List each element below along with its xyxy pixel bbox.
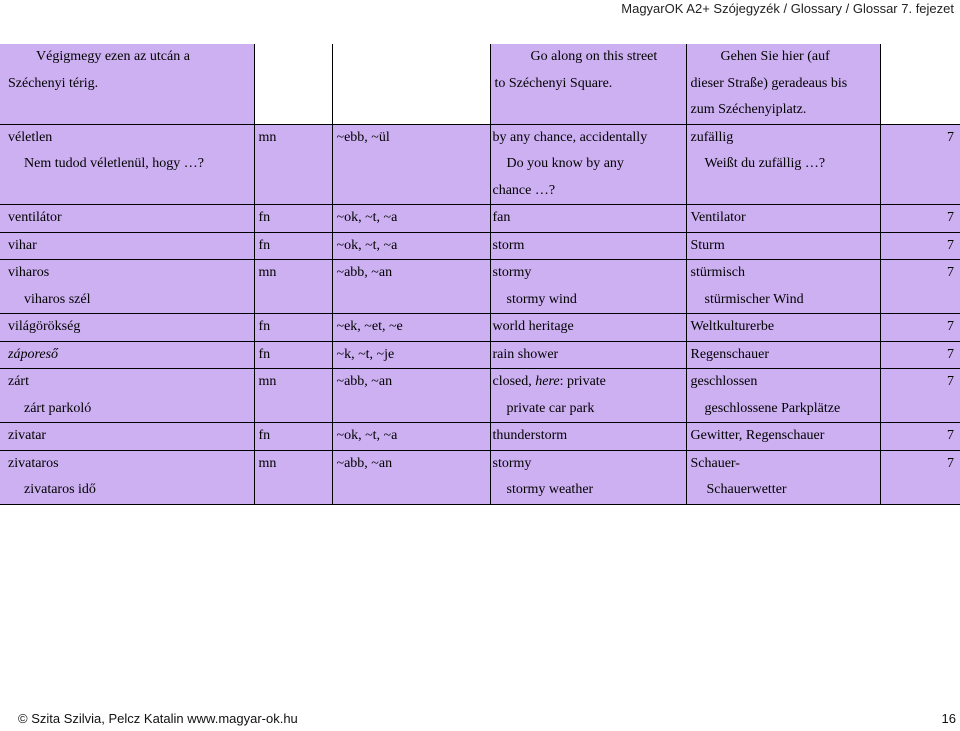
- endings-cell: ~ebb, ~ül: [332, 124, 490, 205]
- chapter-cell: 7: [880, 314, 960, 342]
- glossary-table: [0, 44, 960, 505]
- page-header: MagyarOK A2+ Szójegyzék / Glossary / Glossar 7. fejezet: [621, 1, 954, 16]
- hungarian-cell: vihar: [0, 232, 254, 260]
- pos-cell: fn: [254, 314, 332, 342]
- pos-cell: fn: [254, 205, 332, 233]
- table-row: [0, 232, 960, 260]
- endings-cell: ~ok, ~t, ~a: [332, 423, 490, 451]
- chapter-cell: 7: [880, 124, 960, 205]
- hungarian-cell: záporeső: [0, 341, 254, 369]
- pos-cell: mn: [254, 124, 332, 205]
- endings-cell: ~ek, ~et, ~e: [332, 314, 490, 342]
- hungarian-cell: Végigmegy ezen az utcán a Széchenyi térig.: [0, 44, 254, 124]
- page-number: 16: [941, 711, 956, 726]
- english-cell: by any chance, accidentally Do you know by any chance …?: [490, 124, 686, 205]
- pos-cell: fn: [254, 423, 332, 451]
- english-cell: stormy stormy wind: [490, 260, 686, 314]
- chapter-cell: 7: [880, 450, 960, 504]
- english-cell: world heritage: [490, 314, 686, 342]
- pos-cell: mn: [254, 260, 332, 314]
- german-cell: Weltkulturerbe: [686, 314, 880, 342]
- table-row: [0, 124, 960, 205]
- hungarian-cell: viharos viharos szél: [0, 260, 254, 314]
- chapter-cell: 7: [880, 232, 960, 260]
- table-row: [0, 44, 960, 124]
- endings-cell: ~k, ~t, ~je: [332, 341, 490, 369]
- chapter-cell: 7: [880, 423, 960, 451]
- english-line-rich: closed, here: private: [492, 374, 606, 389]
- pos-cell: fn: [254, 341, 332, 369]
- english-cell: thunderstorm: [490, 423, 686, 451]
- german-cell: stürmisch stürmischer Wind: [686, 260, 880, 314]
- pos-cell: fn: [254, 232, 332, 260]
- chapter-cell: 7: [880, 205, 960, 233]
- table-row: [0, 314, 960, 342]
- endings-cell: ~abb, ~an: [332, 260, 490, 314]
- hungarian-cell: véletlen Nem tudod véletlenül, hogy …?: [0, 124, 254, 205]
- german-cell: Regenschauer: [686, 341, 880, 369]
- table-row: [0, 369, 960, 423]
- table-row: [0, 260, 960, 314]
- german-cell: Schauer- Schauerwetter: [686, 450, 880, 504]
- table-row: [0, 341, 960, 369]
- hungarian-cell: zivataros zivataros idő: [0, 450, 254, 504]
- hungarian-cell: zárt zárt parkoló: [0, 369, 254, 423]
- english-cell: storm: [490, 232, 686, 260]
- endings-cell: [332, 44, 490, 124]
- table-row: [0, 423, 960, 451]
- english-cell: fan: [490, 205, 686, 233]
- chapter-cell: 7: [880, 369, 960, 423]
- footer-credits: © Szita Szilvia, Pelcz Katalin www.magyar-ok.hu: [18, 711, 298, 726]
- german-cell: zufällig Weißt du zufällig …?: [686, 124, 880, 205]
- endings-cell: ~abb, ~an: [332, 369, 490, 423]
- endings-cell: ~ok, ~t, ~a: [332, 232, 490, 260]
- hungarian-cell: világörökség: [0, 314, 254, 342]
- chapter-cell: 7: [880, 260, 960, 314]
- english-cell: Go along on this street to Széchenyi Square.: [490, 44, 686, 124]
- hungarian-cell: ventilátor: [0, 205, 254, 233]
- german-cell: geschlossen geschlossene Parkplätze: [686, 369, 880, 423]
- german-cell: Gewitter, Regenschauer: [686, 423, 880, 451]
- table-row: [0, 205, 960, 233]
- pos-cell: [254, 44, 332, 124]
- chapter-cell: 7: [880, 341, 960, 369]
- pos-cell: mn: [254, 369, 332, 423]
- english-cell: rain shower: [490, 341, 686, 369]
- table-row: [0, 450, 960, 504]
- german-cell: Ventilator: [686, 205, 880, 233]
- endings-cell: ~ok, ~t, ~a: [332, 205, 490, 233]
- english-cell: stormy stormy weather: [490, 450, 686, 504]
- pos-cell: mn: [254, 450, 332, 504]
- hungarian-cell: zivatar: [0, 423, 254, 451]
- english-cell: closed, here: private private car park: [490, 369, 686, 423]
- german-cell: Sturm: [686, 232, 880, 260]
- endings-cell: ~abb, ~an: [332, 450, 490, 504]
- german-cell: Gehen Sie hier (auf dieser Straße) geradeaus bis zum Széchenyiplatz.: [686, 44, 880, 124]
- chapter-cell: [880, 44, 960, 124]
